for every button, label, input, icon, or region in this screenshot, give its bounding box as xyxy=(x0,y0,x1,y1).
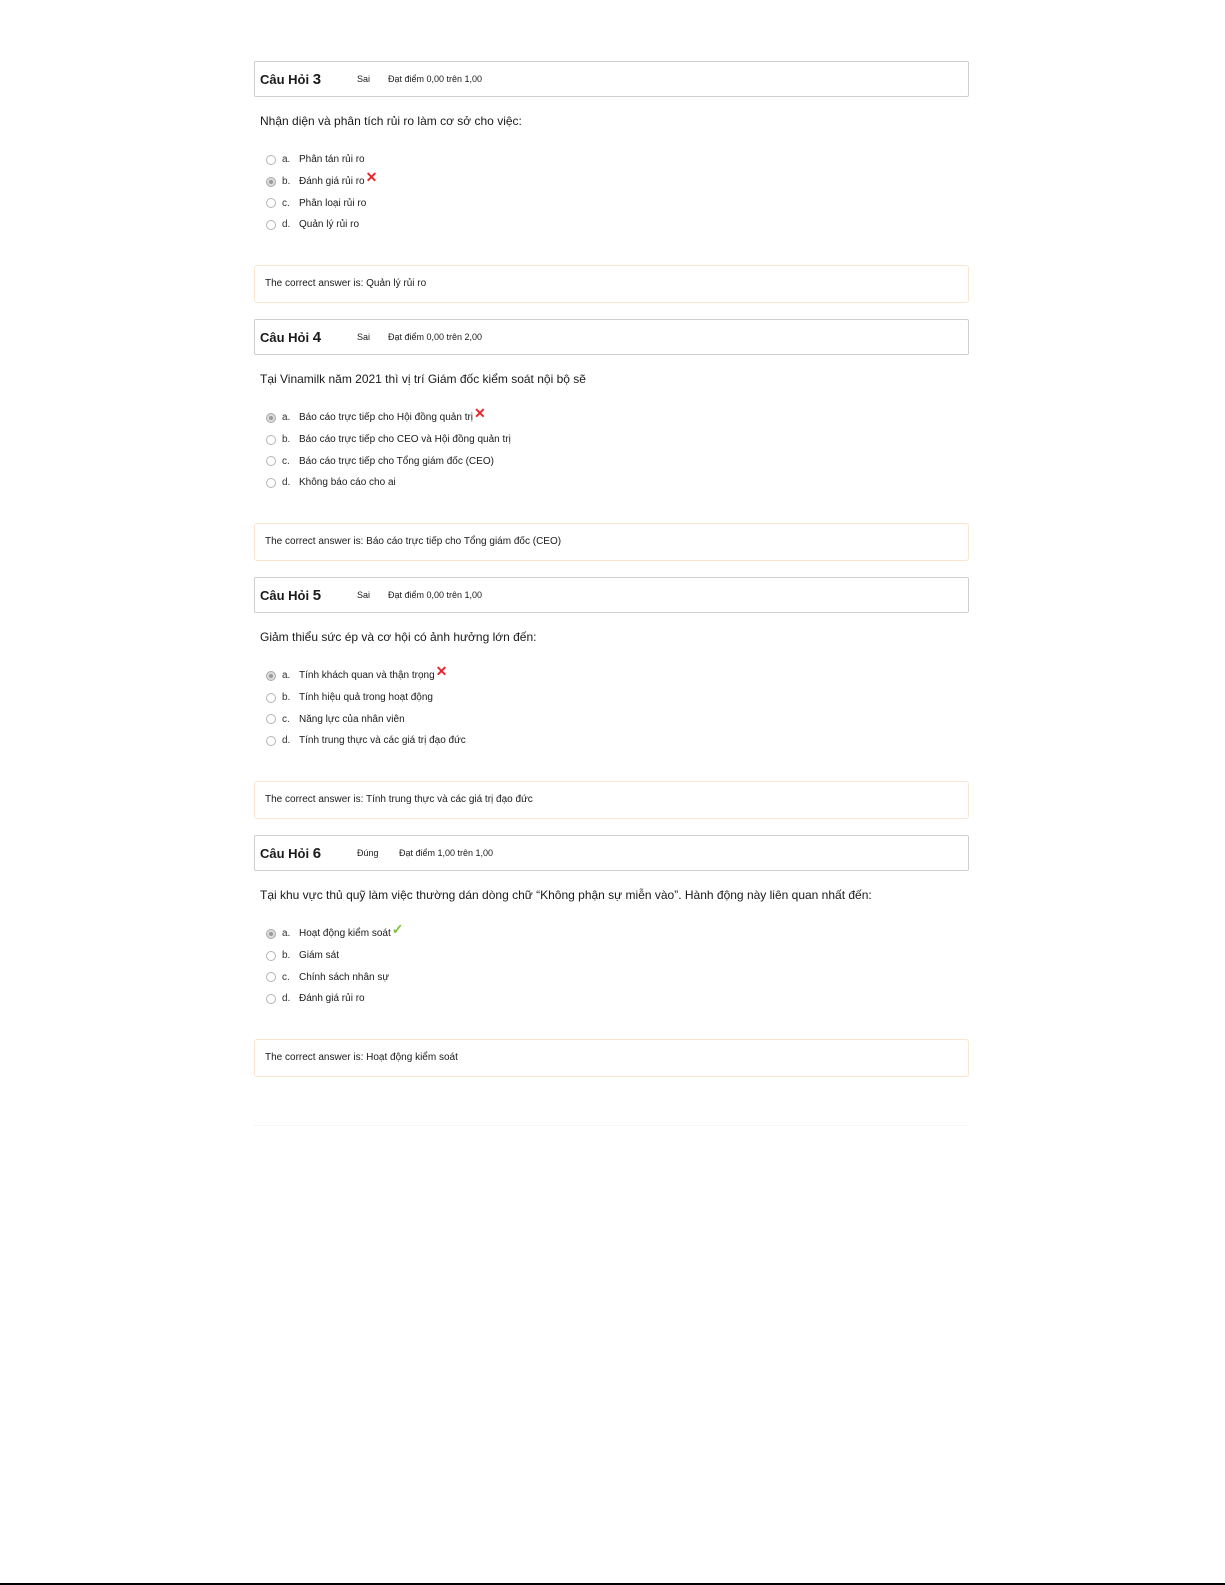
question-header xyxy=(254,577,969,613)
radio-button[interactable] xyxy=(266,435,276,445)
answer-option-d[interactable] xyxy=(266,988,969,1010)
answer-letter: b. xyxy=(282,950,291,962)
radio-button[interactable] xyxy=(266,693,276,703)
cross-icon: ✕ xyxy=(435,662,448,679)
answer-option-d[interactable] xyxy=(266,472,969,494)
answer-text: Chính sách nhân sự xyxy=(299,971,390,983)
question-title-prefix: Câu Hỏi xyxy=(260,587,310,603)
correct-answer-feedback: The correct answer is: Hoạt động kiểm soát xyxy=(254,1039,969,1077)
radio-button[interactable] xyxy=(266,972,276,982)
radio-button-selected[interactable] xyxy=(266,177,276,187)
question-title xyxy=(260,329,357,346)
answer-letter: d. xyxy=(282,219,291,231)
answer-letter: b. xyxy=(282,176,291,188)
answer-list xyxy=(266,404,969,494)
answer-letter: b. xyxy=(282,692,291,704)
question-header xyxy=(254,835,969,871)
answer-text: Giám sát xyxy=(299,950,340,962)
question-status: Sai xyxy=(357,590,371,600)
answer-option-a[interactable] xyxy=(266,920,969,945)
answer-letter: a. xyxy=(282,928,291,940)
correct-answer-feedback: The correct answer is: Báo cáo trực tiếp cho Tổng giám đốc (CEO) xyxy=(254,523,969,561)
answer-text: Phân tán rủi ro xyxy=(299,154,365,166)
answer-option-b[interactable] xyxy=(266,945,969,967)
question-text: Tại Vinamilk năm 2021 thì vị trí Giám đốc kiểm soát nội bộ sẽ xyxy=(260,372,586,386)
answer-letter: d. xyxy=(282,477,291,489)
radio-button[interactable] xyxy=(266,994,276,1004)
answer-letter: a. xyxy=(282,412,291,424)
question-number: 5 xyxy=(312,586,322,604)
question-header xyxy=(254,61,969,97)
check-icon: ✓ xyxy=(391,920,404,937)
question-title xyxy=(260,587,357,604)
answer-letter: d. xyxy=(282,993,291,1005)
answer-option-c[interactable] xyxy=(266,450,969,472)
answer-option-d[interactable] xyxy=(266,730,969,752)
answer-text: Phân loại rủi ro xyxy=(299,197,367,209)
question-grade: Đạt điểm 0,00 trên 2,00 xyxy=(388,332,483,342)
question-number: 4 xyxy=(312,328,322,346)
cross-icon: ✕ xyxy=(365,168,378,185)
question-number: 6 xyxy=(312,844,322,862)
answer-letter: a. xyxy=(282,154,291,166)
radio-button-selected[interactable] xyxy=(266,413,276,423)
answer-option-a[interactable] xyxy=(266,149,969,171)
answer-text: Tính hiệu quả trong hoạt động xyxy=(299,692,433,704)
question-title xyxy=(260,71,357,88)
answer-text: Không báo cáo cho ai xyxy=(299,477,396,489)
answer-text: Năng lực của nhân viên xyxy=(299,713,405,725)
question-status: Sai xyxy=(357,74,371,84)
radio-button[interactable] xyxy=(266,220,276,230)
answer-letter: c. xyxy=(282,713,290,725)
answer-list xyxy=(266,920,969,1010)
question-header xyxy=(254,319,969,355)
answer-text: Quản lý rủi ro xyxy=(299,219,360,231)
answer-letter: c. xyxy=(282,197,290,209)
answer-list xyxy=(266,149,969,236)
answer-option-c[interactable] xyxy=(266,966,969,988)
radio-button[interactable] xyxy=(266,951,276,961)
answer-option-b[interactable] xyxy=(266,168,969,193)
answer-letter: c. xyxy=(282,455,290,467)
question-status: Đúng xyxy=(357,848,379,858)
answer-option-c[interactable] xyxy=(266,192,969,214)
radio-button-selected[interactable] xyxy=(266,929,276,939)
question-text: Nhận diện và phân tích rủi ro làm cơ sở cho việc: xyxy=(260,114,522,128)
question-3 xyxy=(254,61,969,319)
divider xyxy=(254,1125,969,1126)
question-grade: Đạt điểm 0,00 trên 1,00 xyxy=(388,590,483,600)
answer-option-d[interactable] xyxy=(266,214,969,236)
answer-text: Báo cáo trực tiếp cho CEO và Hội đồng quản trị xyxy=(299,434,511,446)
answer-text: Đánh giá rủi ro xyxy=(299,993,365,1005)
radio-button[interactable] xyxy=(266,198,276,208)
question-title-prefix: Câu Hỏi xyxy=(260,71,310,87)
question-number: 3 xyxy=(312,70,322,88)
question-title-prefix: Câu Hỏi xyxy=(260,329,310,345)
correct-answer-feedback: The correct answer is: Tính trung thực và các giá trị đạo đức xyxy=(254,781,969,819)
answer-letter: c. xyxy=(282,971,290,983)
question-6 xyxy=(254,835,969,1093)
answer-letter: b. xyxy=(282,434,291,446)
question-list xyxy=(254,61,969,1093)
question-title xyxy=(260,845,357,862)
question-5 xyxy=(254,577,969,835)
answer-text: Tính trung thực và các giá trị đạo đức xyxy=(299,735,466,747)
answer-text: Báo cáo trực tiếp cho Tổng giám đốc (CEO) xyxy=(299,455,494,467)
radio-button-selected[interactable] xyxy=(266,671,276,681)
question-grade: Đạt điểm 0,00 trên 1,00 xyxy=(388,74,483,84)
question-grade: Đạt điểm 1,00 trên 1,00 xyxy=(399,848,494,858)
answer-option-a[interactable] xyxy=(266,662,969,687)
answer-option-b[interactable] xyxy=(266,687,969,709)
answer-text: Tính khách quan và thận trọng xyxy=(299,670,435,682)
answer-letter: d. xyxy=(282,735,291,747)
answer-letter: a. xyxy=(282,670,291,682)
correct-answer-feedback: The correct answer is: Quản lý rủi ro xyxy=(254,265,969,303)
answer-option-b[interactable] xyxy=(266,429,969,451)
answer-option-a[interactable] xyxy=(266,404,969,429)
answer-option-c[interactable] xyxy=(266,708,969,730)
answer-text: Hoạt động kiểm soát xyxy=(299,928,391,940)
radio-button[interactable] xyxy=(266,155,276,165)
question-text: Tại khu vực thủ quỹ làm việc thường dán dòng chữ “Không phận sự miễn vào”. Hành động này liên quan nhất đến: xyxy=(260,888,872,902)
radio-button[interactable] xyxy=(266,714,276,724)
answer-text: Báo cáo trực tiếp cho Hội đồng quản trị xyxy=(299,412,474,424)
radio-button[interactable] xyxy=(266,478,276,488)
cross-icon: ✕ xyxy=(474,404,486,421)
question-status: Sai xyxy=(357,332,371,342)
answer-text: Đánh giá rủi ro xyxy=(299,176,365,188)
answer-list xyxy=(266,662,969,752)
question-title-prefix: Câu Hỏi xyxy=(260,845,310,861)
question-text: Giảm thiểu sức ép và cơ hội có ảnh hưởng lớn đến: xyxy=(260,630,537,644)
radio-button[interactable] xyxy=(266,456,276,466)
question-4 xyxy=(254,319,969,577)
radio-button[interactable] xyxy=(266,736,276,746)
